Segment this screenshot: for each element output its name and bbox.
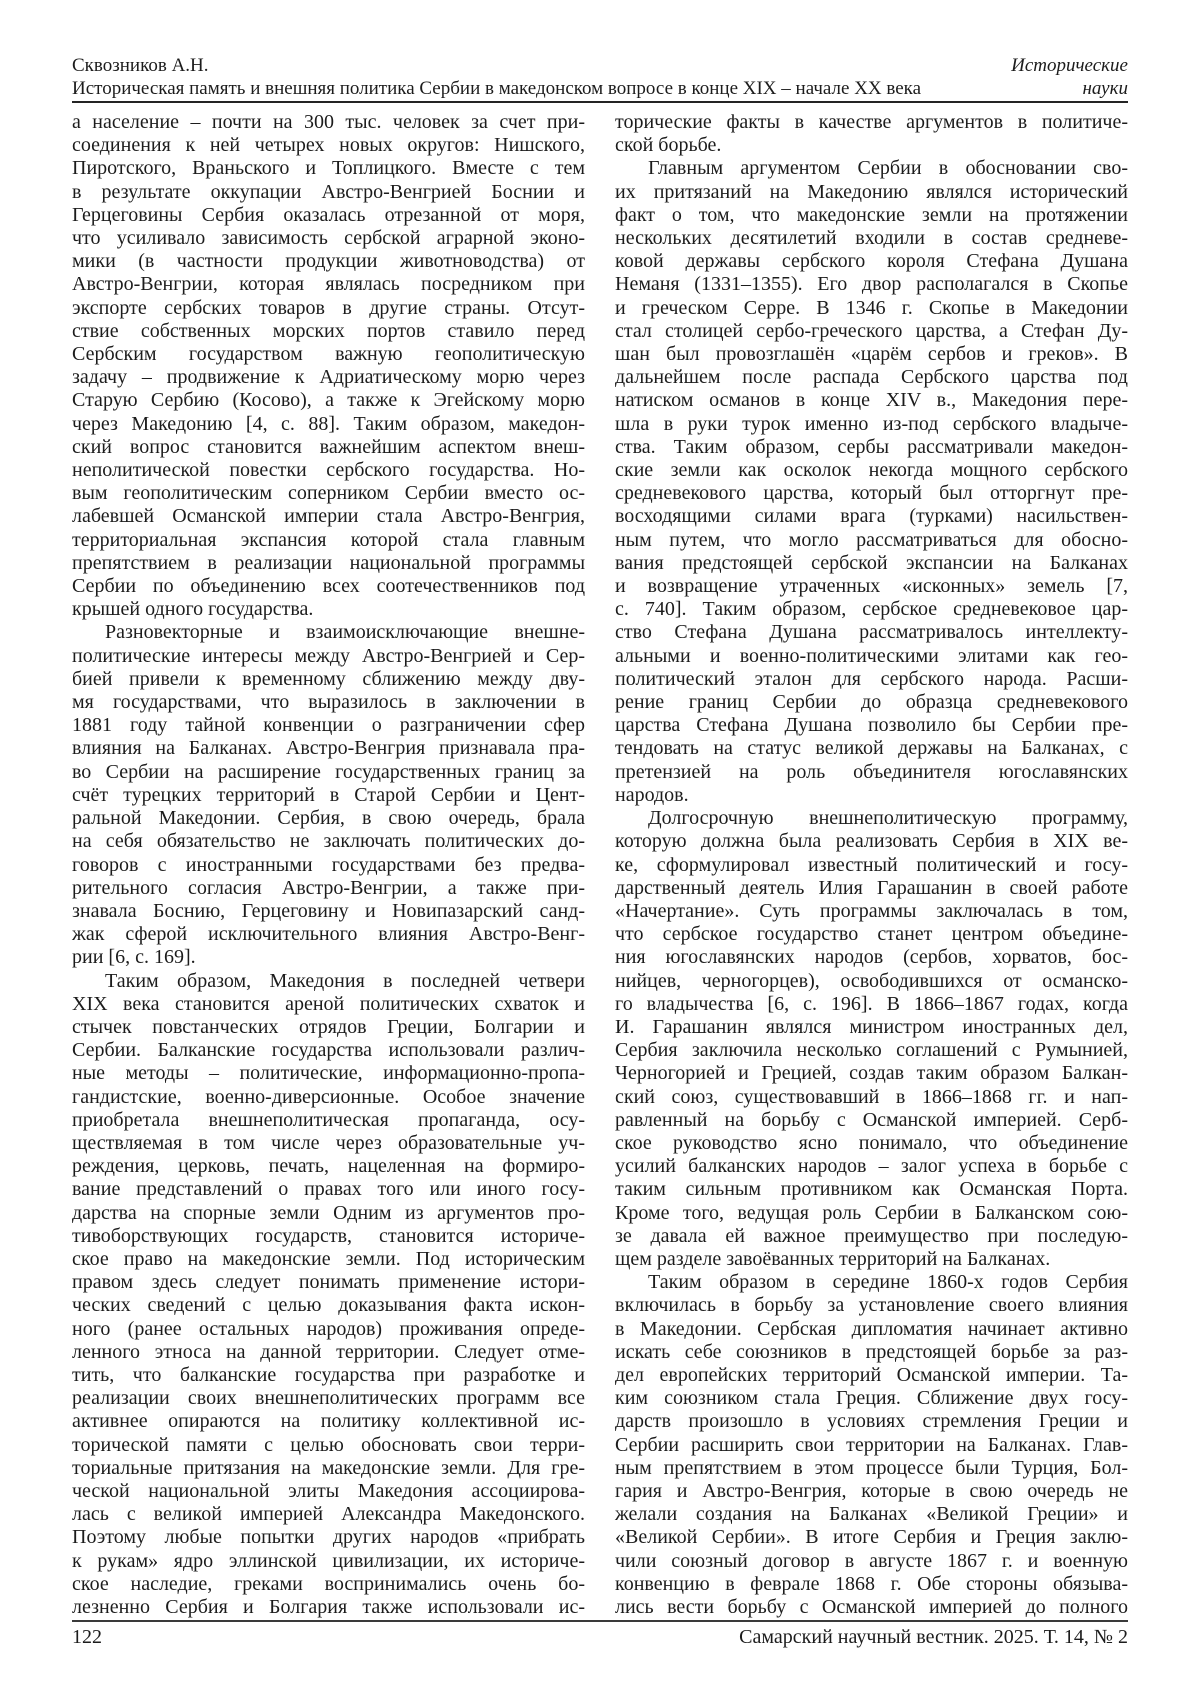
text-line: и возвращение утраченных «исконных» земель [7, bbox=[615, 575, 1128, 598]
text-line: рии [6, с. 169]. bbox=[72, 946, 196, 969]
text-line: Старую Сербию (Косово), а также к Эгейскому морю bbox=[72, 389, 585, 412]
text-line: факт о том, что македонские земли на протяжении bbox=[615, 203, 1128, 226]
text-line: желали создания на Балканах «Великой Греции» и bbox=[615, 1503, 1128, 1526]
text-line: реализации своих внешнеполитических программ все bbox=[72, 1387, 585, 1410]
text-line: политические интересы между Австро-Венгрией и Сер- bbox=[72, 644, 585, 667]
text-line: искать себе союзников в предстоящей борьбе за раз- bbox=[615, 1340, 1128, 1363]
text-line: Таким образом, Македония в последней четвери bbox=[105, 969, 585, 992]
text-line: ствие собственных морских портов ставило перед bbox=[72, 319, 585, 342]
text-line: включилась в борьбу за установление своего влияния bbox=[615, 1294, 1128, 1317]
page-number: 122 bbox=[72, 1626, 102, 1648]
text-line: гандистские, военно-диверсионные. Особое значение bbox=[72, 1085, 585, 1108]
text-line: дарств произошло в условиях стремления Греции и bbox=[615, 1410, 1128, 1433]
page-footer bbox=[72, 1625, 1128, 1649]
text-line: рительного согласия Австро-Венгрии, а также при- bbox=[72, 876, 585, 899]
text-line: торической памяти с целью обосновать свои терри- bbox=[72, 1433, 585, 1456]
text-line: нескольких десятилетий входили в состав средневе- bbox=[615, 227, 1128, 250]
text-line: в Македонии. Сербская дипломатия начинает активно bbox=[615, 1317, 1128, 1340]
text-line: вание представлений о правах того или иного госу- bbox=[72, 1178, 585, 1201]
text-line: крышей одного государства. bbox=[72, 598, 314, 621]
text-line: их притязаний на Македонию являлся исторический bbox=[615, 180, 1128, 203]
text-line: таким сильным противником как Османская Порта. bbox=[615, 1178, 1128, 1201]
text-line: бией привели к временному сближению между дву- bbox=[72, 667, 585, 690]
text-line: Сербии по объединению всех соотечественников под bbox=[72, 575, 585, 598]
text-line: Кроме того, ведущая роль Сербии в Балканском сою- bbox=[615, 1201, 1128, 1224]
text-line: Разновекторные и взаимоисключающие внешне- bbox=[105, 621, 585, 644]
text-line: Поэтому любые попытки других народов «прибрать bbox=[72, 1526, 585, 1549]
text-line: и греческом Серре. В 1346 г. Скопье в Македонии bbox=[615, 296, 1128, 319]
text-line: равленный на борьбу с Османской империей. Серб- bbox=[615, 1108, 1128, 1131]
text-line: дальнейшем после распада Сербского царства под bbox=[615, 366, 1128, 389]
text-line: ское наследие, греками воспринимались очень бо- bbox=[72, 1572, 585, 1595]
text-line: И. Гарашанин являлся министром иностранных дел, bbox=[615, 1015, 1128, 1038]
text-line: Долгосрочную внешнеполитическую программу, bbox=[648, 807, 1128, 830]
text-line: неполитической повестки сербского государства. Но- bbox=[72, 459, 585, 482]
text-line: лись вести борьбу с Османской империей до полного bbox=[615, 1596, 1128, 1618]
text-line: мя государствами, что выразилось в заключении в bbox=[72, 691, 585, 714]
text-line: дарства на спорные земли Одним из аргументов про- bbox=[72, 1201, 585, 1224]
text-line: альными и военно-политическими элитами как гео- bbox=[615, 644, 1128, 667]
text-line: 1881 году тайной конвенции о разграничении сфер bbox=[72, 714, 585, 737]
section-name-line1: Исторические bbox=[1011, 55, 1128, 76]
text-line: ской борьбе. bbox=[615, 134, 722, 157]
text-line: территориальная экспансия которой стала главным bbox=[72, 528, 585, 551]
text-line: экспорте сербских товаров в другие страны. Отсут- bbox=[72, 296, 585, 319]
text-line: щем разделе завоёванных территорий на Балканах. bbox=[615, 1247, 1051, 1270]
text-line: что сербское государство станет центром объедине- bbox=[615, 923, 1128, 946]
journal-citation: Самарский научный вестник. 2025. Т. 14, № 2 bbox=[739, 1626, 1128, 1648]
text-line: Сербским государством важную геополитическую bbox=[72, 343, 585, 366]
text-line: Австро-Венгрии, которая являлась посредником при bbox=[72, 273, 585, 296]
text-line: на себя обязательство не заключать политических до- bbox=[72, 830, 585, 853]
text-line: лезненно Сербия и Болгария также использовали ис- bbox=[72, 1596, 585, 1618]
text-line: ский вопрос становится важнейшим аспектом внеш- bbox=[72, 435, 585, 458]
text-line: мики (в частности продукции животноводства) от bbox=[72, 250, 585, 273]
text-line: лась с великой империей Александра Македонского. bbox=[72, 1503, 585, 1526]
header-row-1 bbox=[72, 54, 1128, 77]
text-line: ного (ранее остальных народов) проживания опреде- bbox=[72, 1317, 585, 1340]
text-line: ские земли как осколок некогда мощного сербского bbox=[615, 459, 1128, 482]
text-line: «Начертание». Суть программы заключалась в том, bbox=[615, 899, 1128, 922]
text-line: соединения к ней четырех новых округов: Нишского, bbox=[72, 134, 585, 157]
text-line: с. 740]. Таким образом, сербское средневековое цар- bbox=[615, 598, 1128, 621]
text-line: дел европейских территорий Османской империи. Та- bbox=[615, 1363, 1128, 1386]
text-line: шан был провозглашён «царём сербов и греков». В bbox=[615, 343, 1128, 366]
text-line: жак сферой исключительного влияния Австро-Венг- bbox=[72, 923, 585, 946]
text-line: знавала Боснию, Герцеговину и Новипазарский санд- bbox=[72, 899, 585, 922]
text-line: а население – почти на 300 тыс. человек за счет при- bbox=[72, 111, 585, 133]
text-line: дарственный деятель Илия Гарашанин в своей работе bbox=[615, 876, 1128, 899]
text-line: ным путем, что могло рассматриваться для обосно- bbox=[615, 528, 1128, 551]
footer-rule bbox=[72, 1620, 1128, 1622]
text-line: ториальные притязания на македонские земли. Для гре- bbox=[72, 1456, 585, 1479]
text-line: Сербия заключила несколько соглашений с Румынией, bbox=[615, 1039, 1128, 1062]
text-line: восходящими силами врага (турками) насильствен- bbox=[615, 505, 1128, 528]
text-line: что усиливало зависимость сербской аграрной эконо- bbox=[72, 227, 585, 250]
text-line: нийцев, черногорцев), освободившихся от османско- bbox=[615, 969, 1128, 992]
text-line: Черногорией и Грецией, создав таким образом Балкан- bbox=[615, 1062, 1128, 1085]
text-line: усилий балканских народов – залог успеха в борьбе с bbox=[615, 1155, 1128, 1178]
text-line: влияния на Балканах. Австро-Венгрия признавала пра- bbox=[72, 737, 585, 760]
text-line: стал столицей сербо-греческого царства, а Стефан Ду- bbox=[615, 319, 1128, 342]
text-line: активнее опираются на политику коллективной ис- bbox=[72, 1410, 585, 1433]
text-line: препятствием в реализации национальной программы bbox=[72, 551, 585, 574]
text-line: рение границ Сербии до образца средневекового bbox=[615, 691, 1128, 714]
text-line: приобретала внешнеполитическая пропаганда, осу- bbox=[72, 1108, 585, 1131]
text-line: зе давала ей важное преимущество при последую- bbox=[615, 1224, 1128, 1247]
header-rule bbox=[72, 101, 1128, 103]
text-line: царства Стефана Душана позволило бы Сербии пре- bbox=[615, 714, 1128, 737]
text-line: ство Стефана Душана рассматривалось интеллекту- bbox=[615, 621, 1128, 644]
text-line: XIX века становится ареной политических схваток и bbox=[72, 992, 585, 1015]
running-title: Историческая память и внешняя политика Сербии в македонском вопросе в конце XIX – начале XX века bbox=[72, 78, 922, 99]
text-line: Герцеговины Сербия оказалась отрезанной от моря, bbox=[72, 203, 585, 226]
text-line: ществляемая в том числе через образовательные уч- bbox=[72, 1131, 585, 1154]
text-line: Неманя (1331–1355). Его двор располагался в Скопье bbox=[615, 273, 1128, 296]
text-line: чили союзный договор в августе 1867 г. и военную bbox=[615, 1549, 1128, 1572]
text-line: Сербии. Балканские государства использовали различ- bbox=[72, 1039, 585, 1062]
text-line: тить, что балканские государства при разработке и bbox=[72, 1363, 585, 1386]
text-line: ское руководство ясно понимало, что объединение bbox=[615, 1131, 1128, 1154]
text-line: ства. Таким образом, сербы рассматривали македон- bbox=[615, 435, 1128, 458]
text-line: ным препятствием в этом процессе были Турция, Бол- bbox=[615, 1456, 1128, 1479]
text-line: счёт турецких территорий в Старой Сербии и Цент- bbox=[72, 783, 585, 806]
text-line: ленного этноса на данной территории. Следует отме- bbox=[72, 1340, 585, 1363]
text-column-right bbox=[615, 111, 1128, 1619]
article-body bbox=[72, 111, 1128, 1619]
text-line: Пиротского, Враньского и Топлицкого. Вместе с тем bbox=[72, 157, 585, 180]
text-line: ковой державы сербского короля Стефана Душана bbox=[615, 250, 1128, 273]
text-line: конвенцию в феврале 1868 г. Обе стороны обязыва- bbox=[615, 1572, 1128, 1595]
text-line: ния югославянских народов (сербов, хорватов, бос- bbox=[615, 946, 1128, 969]
text-line: во Сербии на расширение государственных границ за bbox=[72, 760, 585, 783]
text-line: через Македонию [4, с. 88]. Таким образом, македон- bbox=[72, 412, 585, 435]
text-line: ральной Македонии. Сербия, в свою очередь, брала bbox=[72, 807, 585, 830]
page-header bbox=[72, 54, 1128, 100]
text-line: Таким образом в середине 1860-х годов Сербия bbox=[648, 1271, 1128, 1294]
author-name: Сквозников А.Н. bbox=[72, 55, 209, 76]
text-line: ческих сведений с целью доказывания факта искон- bbox=[72, 1294, 585, 1317]
text-line: тивоборствующих государств, становится историче- bbox=[72, 1224, 585, 1247]
text-line: «Великой Сербии». В итоге Сербия и Греция заклю- bbox=[615, 1526, 1128, 1549]
text-line: ческой национальной элиты Македония ассоциирова- bbox=[72, 1479, 585, 1502]
text-line: Сербии расширить свои территории на Балканах. Глав- bbox=[615, 1433, 1128, 1456]
text-line: тендовать на статус великой державы на Балканах, с bbox=[615, 737, 1128, 760]
text-line: вания предстоящей сербской экспансии на Балканах bbox=[615, 551, 1128, 574]
text-line: которую должна была реализовать Сербия в XIX ве- bbox=[615, 830, 1128, 853]
text-line: натиском османов в конце XIV в., Македония пере- bbox=[615, 389, 1128, 412]
text-line: го владычества [6, с. 196]. В 1866–1867 годах, когда bbox=[615, 992, 1128, 1015]
section-name-line2: науки bbox=[1082, 78, 1128, 99]
text-line: ский союз, существовавший в 1866–1868 гг. и нап- bbox=[615, 1085, 1128, 1108]
text-line: гария и Австро-Венгрия, которые в свою очередь не bbox=[615, 1479, 1128, 1502]
text-line: средневекового царства, который был отторгнут пре- bbox=[615, 482, 1128, 505]
text-line: вым геополитическим соперником Сербии вместо ос- bbox=[72, 482, 585, 505]
text-line: задачу – продвижение к Адриатическому морю через bbox=[72, 366, 585, 389]
text-line: стычек повстанческих отрядов Греции, Болгарии и bbox=[72, 1015, 585, 1038]
text-line: Главным аргументом Сербии в обосновании сво- bbox=[648, 157, 1128, 180]
text-line: претензией на роль объединителя югославянских bbox=[615, 760, 1128, 783]
text-line: говоров с иностранными государствами без предва- bbox=[72, 853, 585, 876]
text-line: лабевшей Османской империи стала Австро-Венгрия, bbox=[72, 505, 585, 528]
text-line: к рукам» ядро эллинской цивилизации, их историче- bbox=[72, 1549, 585, 1572]
text-line: ке, сформулировал известный политический и госу- bbox=[615, 853, 1128, 876]
header-row-2 bbox=[72, 77, 1128, 100]
text-line: правом здесь следует понимать применение истори- bbox=[72, 1271, 585, 1294]
text-line: ные методы – политические, информационно-пропа- bbox=[72, 1062, 585, 1085]
text-line: в результате оккупации Австро-Венгрией Боснии и bbox=[72, 180, 585, 203]
text-line: реждения, церковь, печать, нацеленная на формиро- bbox=[72, 1155, 585, 1178]
text-line: народов. bbox=[615, 783, 689, 806]
text-column-left bbox=[72, 111, 585, 1619]
text-line: политический эталон для сербского народа. Расши- bbox=[615, 667, 1128, 690]
text-line: шла в руки турок именно из-под сербского владыче- bbox=[615, 412, 1128, 435]
text-line: ким союзником стала Греция. Сближение двух госу- bbox=[615, 1387, 1128, 1410]
text-line: торические факты в качестве аргументов в политиче- bbox=[615, 111, 1128, 133]
text-line: ское право на македонские земли. Под историческим bbox=[72, 1247, 585, 1270]
